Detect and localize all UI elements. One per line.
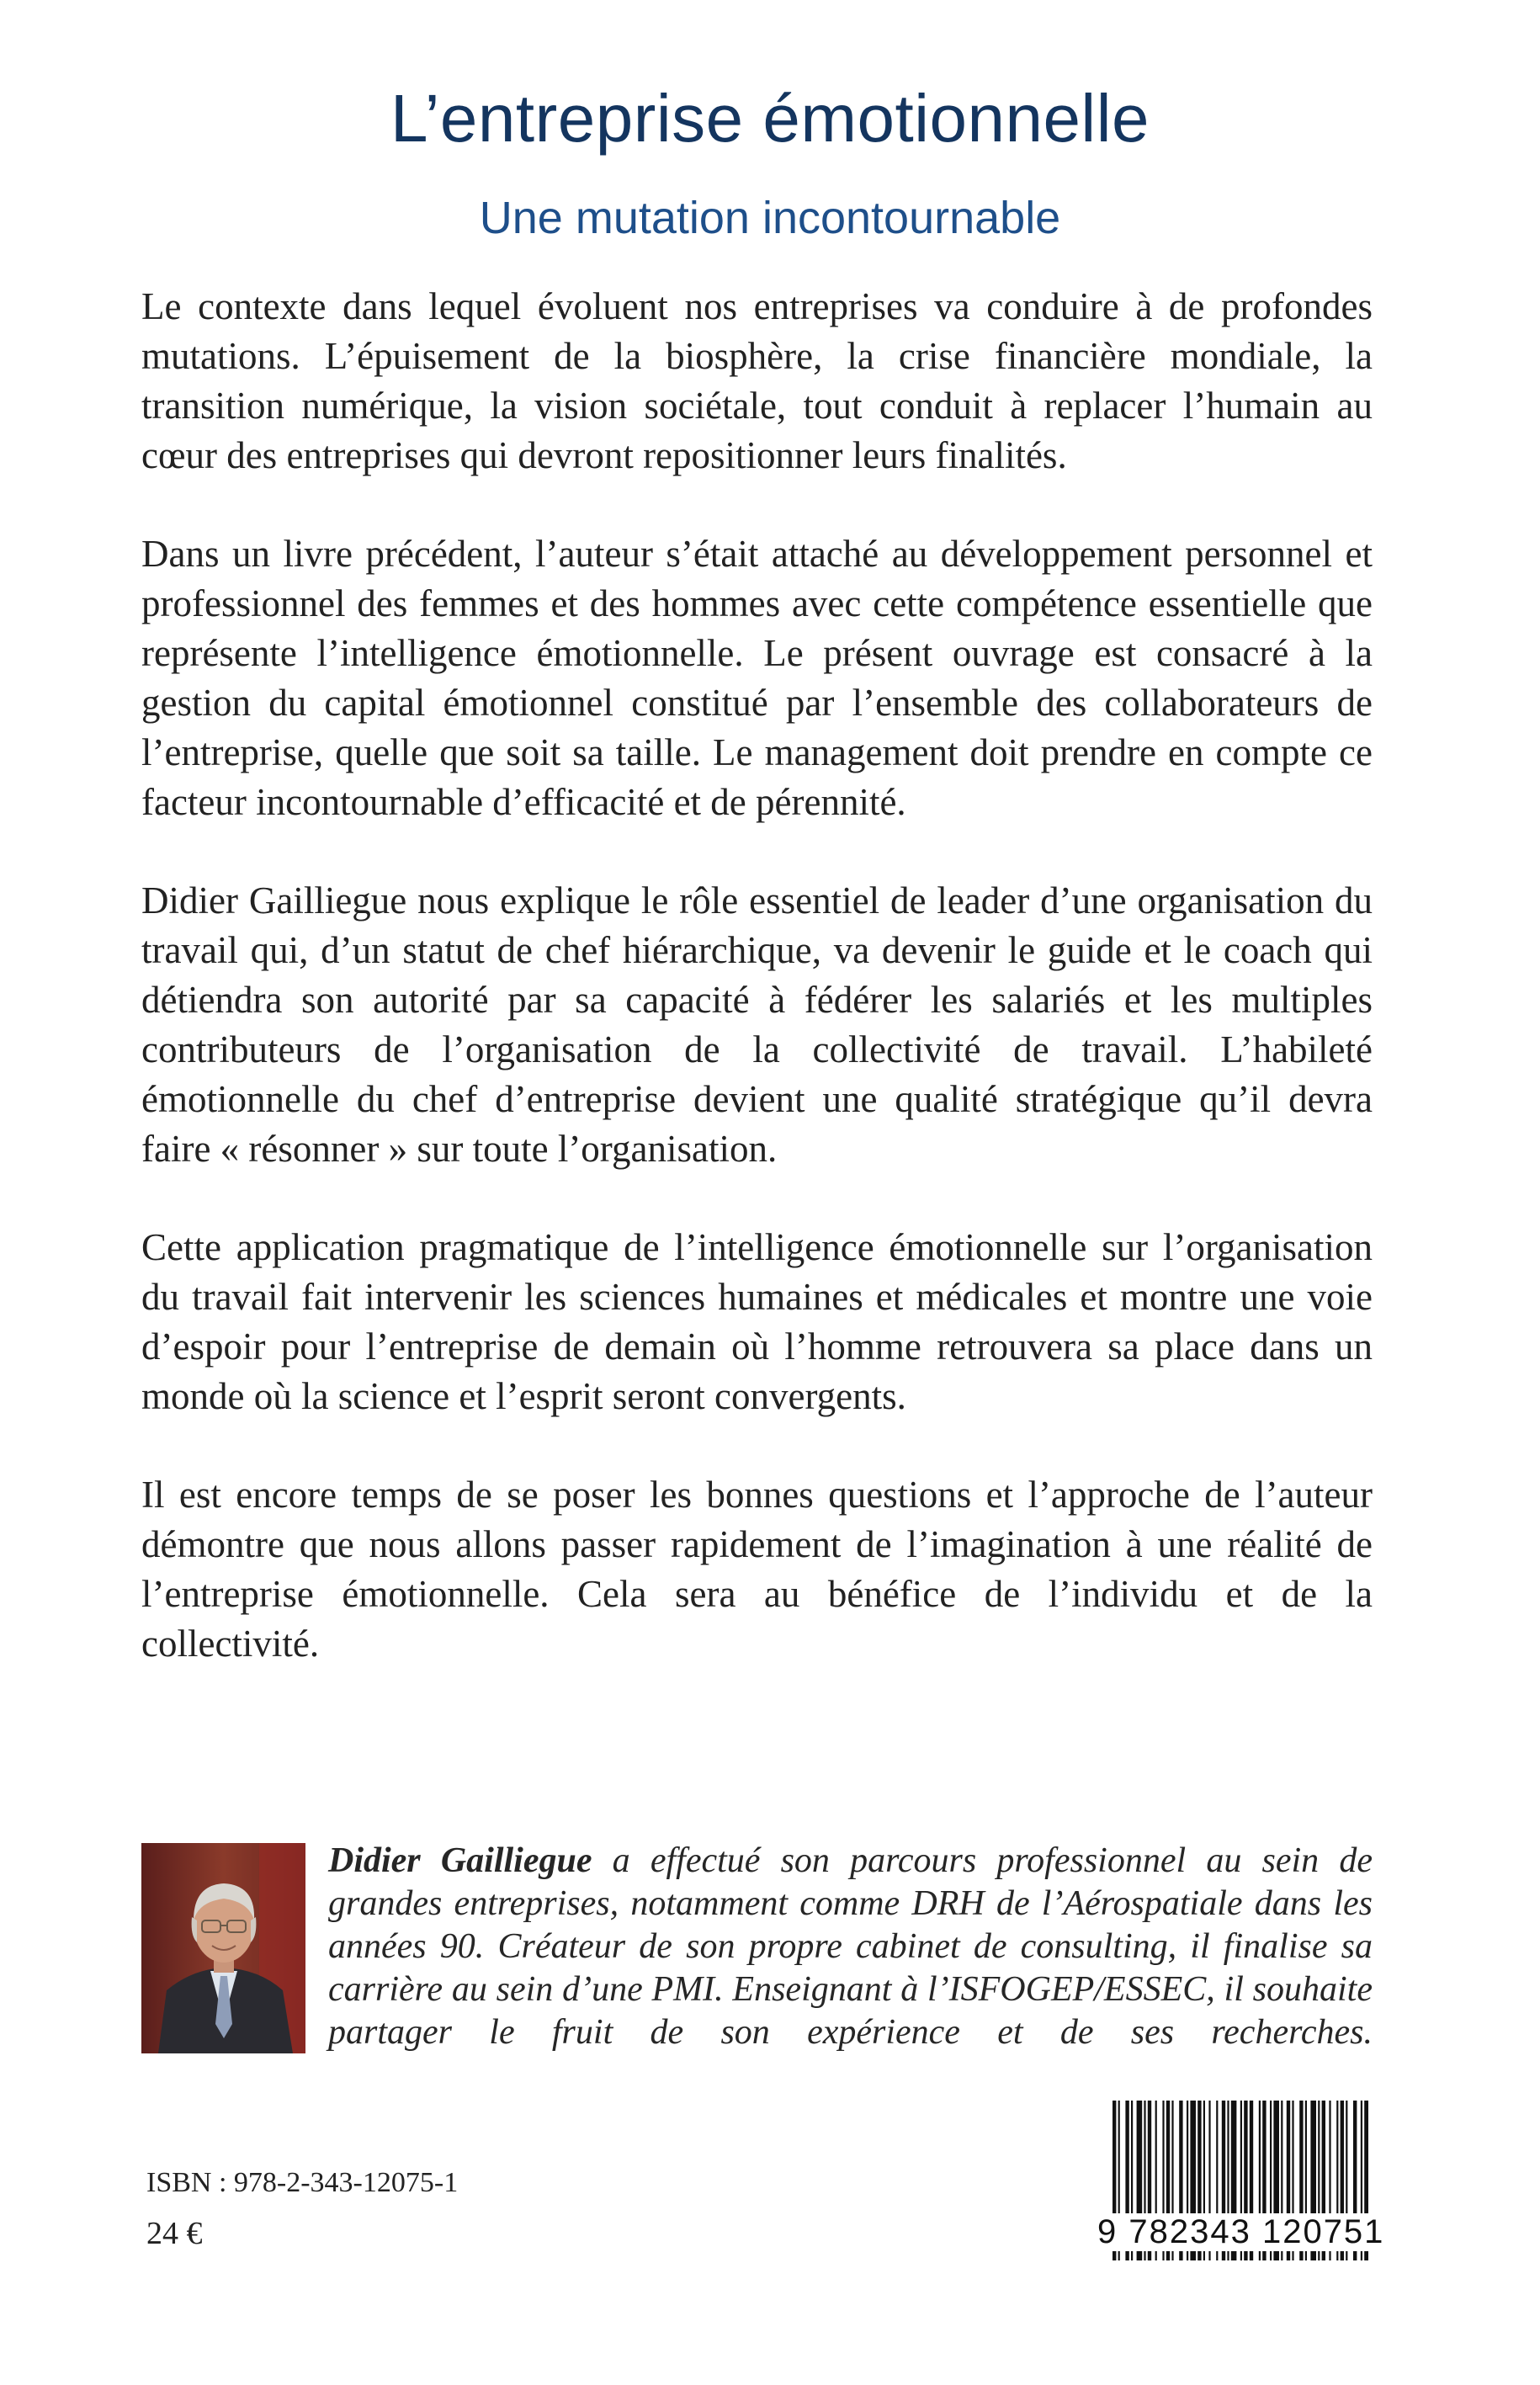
- author-section: [141, 1843, 1373, 2058]
- author-name: Didier Gailliegue: [328, 1841, 592, 1880]
- barcode-digits: 9 782343 120751: [1097, 2213, 1385, 2250]
- paragraph: Dans un livre précédent, l’auteur s’était attaché au développement personnel et professionnel des femmes et des hommes avec cette compétence essentielle que représente l’intelligence émotionnelle. Le présent ouvrage est consacré à la gestion du capital émotionnel constitué par l’ensemble des collaborateurs de l’entreprise, quelle que soit sa taille. Le management doit prendre en compte ce facteur incontournable d’efficacité et de pérennité.: [141, 533, 1373, 823]
- author-bio-text: a effectué son parcours professionnel au sein de grandes entreprises, notamment comme DRH de l’Aérospatiale dans les années 90. Créateur de son propre cabinet de consulting, il finalise sa carrière au sein d’une PMI. Enseignant à l’ISFOGEP/ESSEC, il souhaite partager le fruit de son expérience et de ses recherches.: [328, 1841, 1373, 2052]
- paragraph: Le contexte dans lequel évoluent nos entreprises va conduire à de profondes mutations. L’épuisement de la biosphère, la crise financière mondiale, la transition numérique, la vision sociétale, tout conduit à replacer l’humain au cœur des entreprises qui devront repositionner leurs finalités.: [141, 285, 1373, 476]
- paragraph: Didier Gailliegue nous explique le rôle essentiel de leader d’une organisation du travail qui, d’un statut de chef hiérarchique, va devenir le guide et le coach qui détiendra son autorité par sa capacité à fédérer les salariés et les multiples contributeurs de l’organisation de la collectivité de travail. L’habileté émotionnelle du chef d’entreprise devient une qualité stratégique qu’il devra faire « résonner » sur toute l’organisation.: [141, 879, 1373, 1170]
- book-title: L’entreprise émotionnelle: [390, 81, 1150, 156]
- price: 24 €: [146, 2216, 203, 2251]
- back-cover-text: [141, 282, 1373, 1718]
- author-photo: [141, 1843, 305, 2053]
- author-bio: [328, 1840, 1373, 2054]
- paragraph: Cette application pragmatique de l’intelligence émotionnelle sur l’organisation du travail fait intervenir les sciences humaines et médicales et montre une voie d’espoir pour l’entreprise de demain où l’homme retrouvera sa place dans un monde où la science et l’esprit seront convergents.: [141, 1226, 1373, 1417]
- paragraph: Il est encore temps de se poser les bonnes questions et l’approche de l’auteur démontre que nous allons passer rapidement de l’imagination à une réalité de l’entreprise émotionnelle. Cela sera au bénéfice de l’individu et de la collectivité.: [141, 1474, 1373, 1665]
- book-subtitle: Une mutation incontournable: [479, 193, 1061, 243]
- isbn: ISBN : 978-2-343-12075-1: [146, 2167, 459, 2198]
